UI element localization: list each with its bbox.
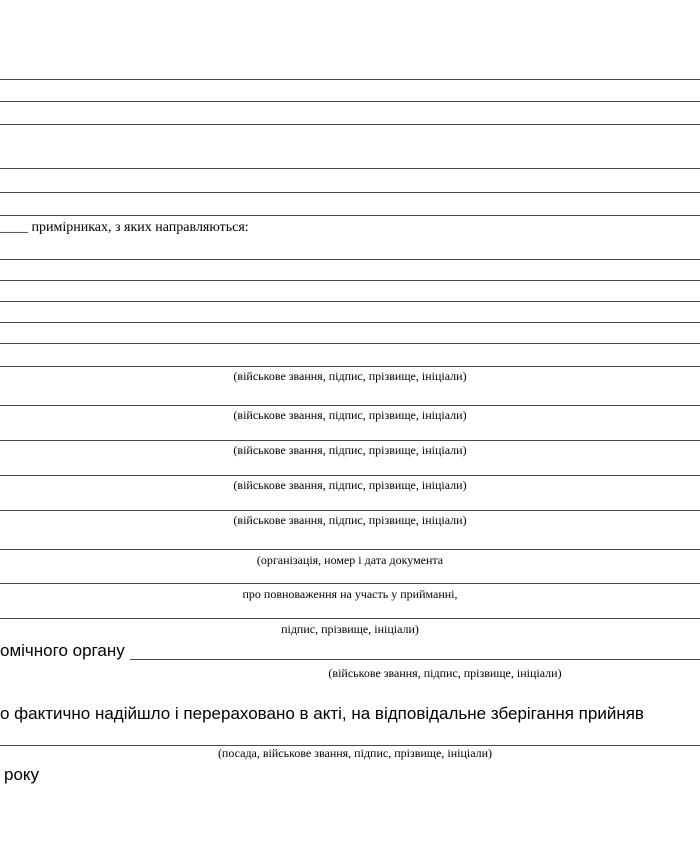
copies-count-blank: ____ — [0, 220, 28, 235]
blank-line — [0, 124, 700, 125]
signature-line — [0, 405, 700, 406]
authority-caption: про повноваження на участь у прийманні, — [242, 587, 458, 601]
copies-statement — [0, 220, 249, 236]
blank-line — [0, 215, 700, 216]
distribution-line — [0, 343, 700, 344]
signature-caption: (військове звання, підпис, прізвище, ініціали) — [233, 408, 467, 422]
authority-line — [0, 618, 700, 619]
signature-line — [0, 440, 700, 441]
distribution-line — [0, 322, 700, 323]
blank-line — [0, 101, 700, 102]
signature-caption: (військове звання, підпис, прізвище, ініціали) — [233, 369, 467, 383]
blank-line — [0, 79, 700, 80]
distribution-line — [0, 280, 700, 281]
authority-line — [0, 583, 700, 584]
blank-line — [0, 168, 700, 169]
organ-label: омічного органу — [0, 641, 125, 660]
signature-line — [0, 475, 700, 476]
signature-line — [0, 510, 700, 511]
accepted-signature-caption: (посада, військове звання, підпис, прізвище, ініціали) — [217, 746, 493, 760]
organ-signature-line — [130, 659, 700, 660]
signature-caption: (військове звання, підпис, прізвище, ініціали) — [233, 443, 467, 457]
distribution-line — [0, 259, 700, 260]
authority-line — [0, 549, 700, 550]
signature-line — [0, 366, 700, 367]
authority-caption: підпис, прізвище, ініціали) — [281, 622, 419, 636]
organ-signature-caption: (військове звання, підпис, прізвище, ініціали) — [328, 666, 562, 680]
signature-caption: (військове звання, підпис, прізвище, ініціали) — [233, 513, 467, 527]
copies-text: примірниках, з яких направляються: — [28, 220, 249, 235]
year-label: року — [4, 765, 40, 784]
signature-caption: (військове звання, підпис, прізвище, ініціали) — [233, 478, 467, 492]
accepted-statement: о фактично надійшло і перераховано в акті, на відповідальне зберігання прийняв — [0, 704, 644, 723]
distribution-line — [0, 301, 700, 302]
authority-caption: (організація, номер і дата документа — [256, 553, 444, 567]
blank-line — [0, 192, 700, 193]
